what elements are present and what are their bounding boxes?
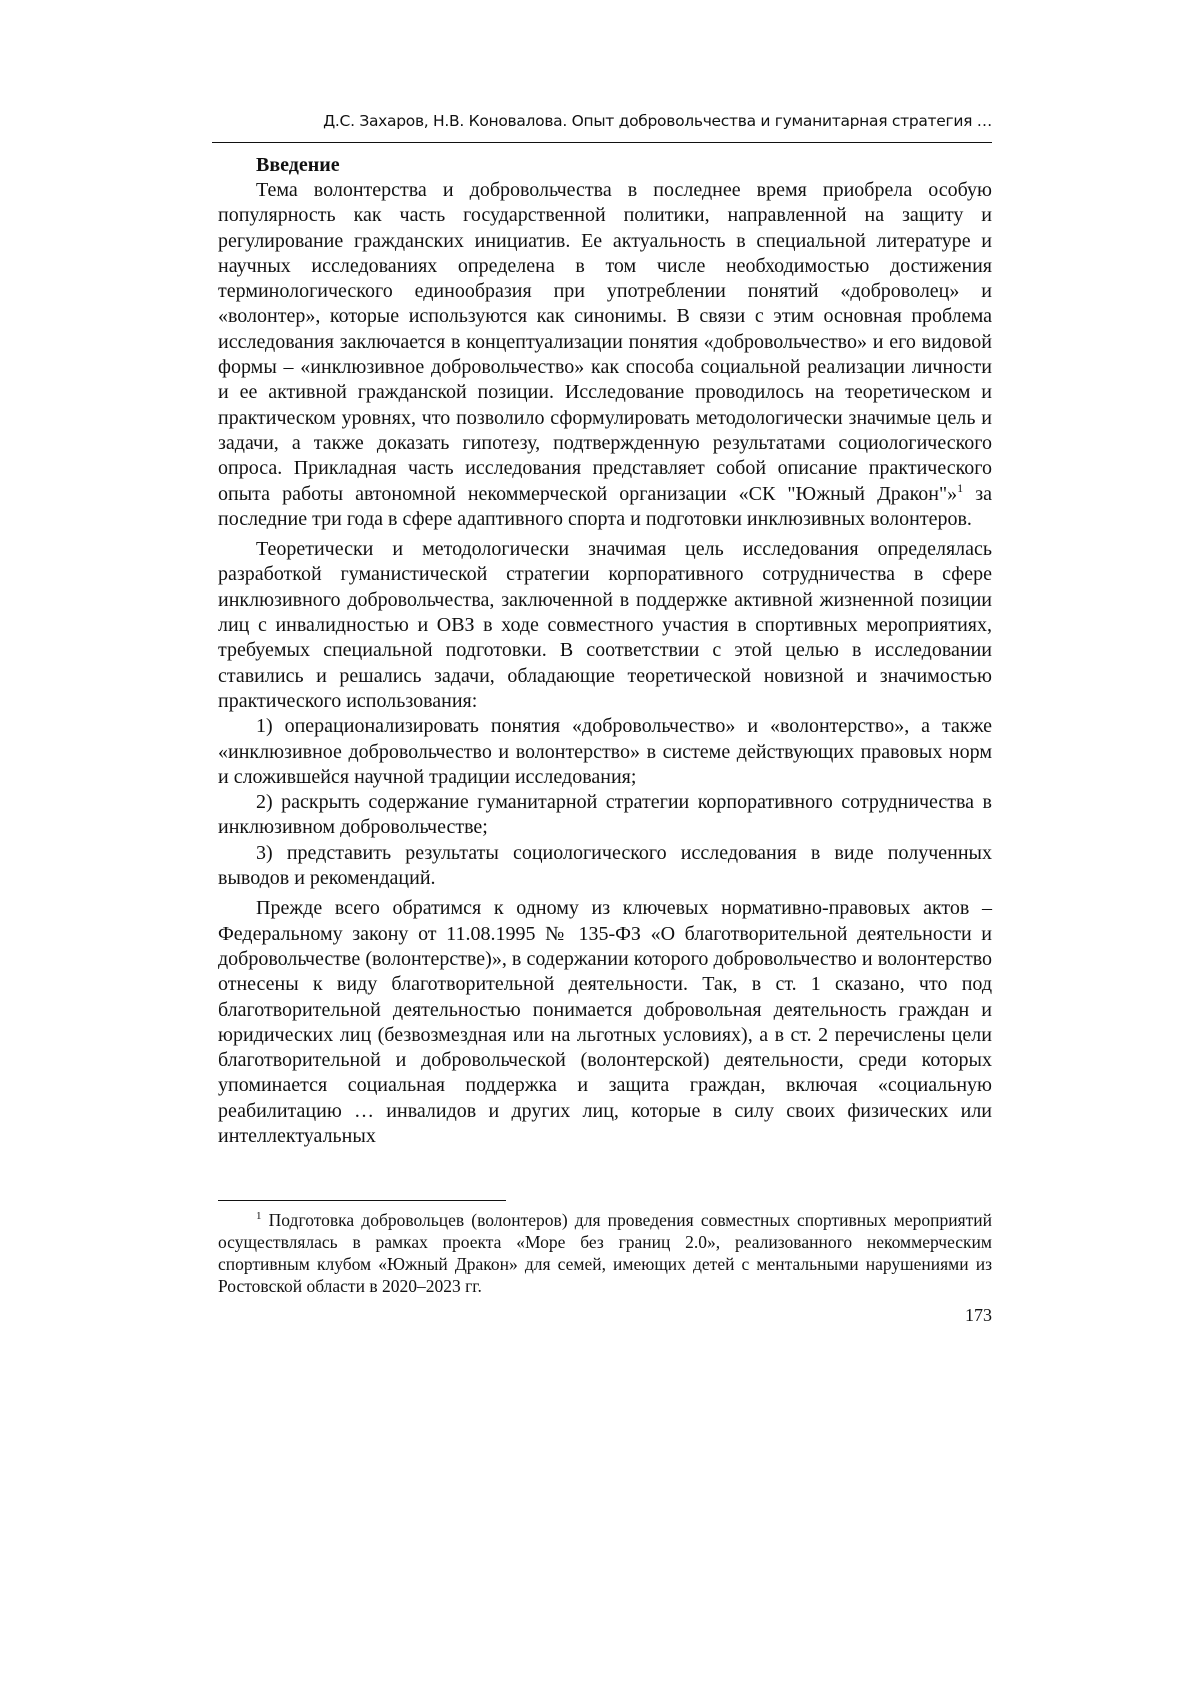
footnote-paragraph [218,1209,992,1297]
section-heading: Введение [256,154,340,176]
running-header: Д.С. Захаров, Н.В. Коновалова. Опыт добровольчества и гуманитарная стратегия … [323,112,992,130]
header-rule [212,142,992,143]
list-item-task-2: 2) раскрыть содержание гуманитарной стратегии корпоративного сотрудничества в инклюзивном добровольчестве; [218,791,992,839]
footnote-marker: 1 [256,1210,262,1222]
list-item-task-3: 3) представить результаты социологического исследования в виде полученных выводов и рекомендаций. [218,841,992,890]
paragraph-intro-text: Тема волонтерства и добровольчества в последнее время приобрела особую популярность как часть государственной политики, направленной на защиту и регулирование гражданских инициатив. Ее актуальность в специальной литературе и научных исследованиях определена в том числе необходимостью достижения терминологического единообразия при употреблении понятий «доброволец» и «волонтер», которые используются как синонимы. В связи с этим основная проблема исследования заключается в концептуализации понятия «добровольчество» и его видовой формы – «инклюзивное добровольчество» как способа социальной реализации личности и ее активной гражданской позиции. Исследование проводилось на теоретическом и практическом уровнях, что позволило сформулировать методологически значимые цель и задачи, а также доказать гипотезу, подтвержденную результатами социологического опроса. Прикладная часть исследования представляет собой описание практического опыта работы автономной некоммерческой организации «СК "Южный Дракон"» [218,179,992,505]
paragraph-intro [218,178,992,532]
paragraph-goal: Теоретически и методологически значимая цель исследования определялась разработкой гуманистической стратегии корпоративного сотрудничества в сфере инклюзивного добровольчества, заключенной в поддержке активной жизненной позиции лиц с инвалидностью и ОВЗ в ходе совместного участия в спортивных мероприятиях, требуемых специальной подготовки. В соответствии с этой целью в исследовании ставились и решались задачи, обладающие теоретической новизной и значимостью практического использования: [218,538,992,712]
paragraph-law: Прежде всего обратимся к одному из ключевых нормативно-правовых актов – Федеральному закону от 11.08.1995 № 135-ФЗ «О благотворительной деятельности и добровольчестве (волонтерстве)», в содержании которого добровольчество и волонтерство отнесены к виду благотворительной деятельности. Так, в ст. 1 сказано, что под благотворительной деятельностью понимается добровольная деятельность граждан и юридических лиц (безвозмездная или на льготных условиях), а в ст. 2 перечислены цели благотворительной и добровольческой (волонтерской) деятельности, среди которых упоминается социальная поддержка и защита граждан, включая «социальную реабилитацию … инвалидов и других лиц, которые в силу своих физических или интеллектуальных [218,897,992,1147]
footnote-rule [218,1200,506,1201]
paragraph-intro-tail: за последние три года в сфере адаптивного спорта и подготовки инклюзивных волонтеров. [218,482,992,530]
main-text [218,153,992,1149]
footnote-reference[interactable]: 1 [957,480,964,495]
footnote [218,1209,992,1297]
footnote-text: Подготовка добровольцев (волонтеров) для проведения совместных спортивных мероприятий осуществлялась в рамках проекта «Море без границ 2.0», реализованного некоммерческим спортивным клубом «Южный Дракон» для семей, имеющих детей с ментальными нарушениями из Ростовской области в 2020–2023 гг. [218,1210,992,1296]
page-number: 173 [965,1305,992,1325]
list-item-task-1: 1) операционализировать понятия «добровольчество» и «волонтерство», а также «инклюзивное добровольчество и волонтерство» в системе действующих правовых норм и сложившейся научной традиции исследования; [218,715,992,788]
